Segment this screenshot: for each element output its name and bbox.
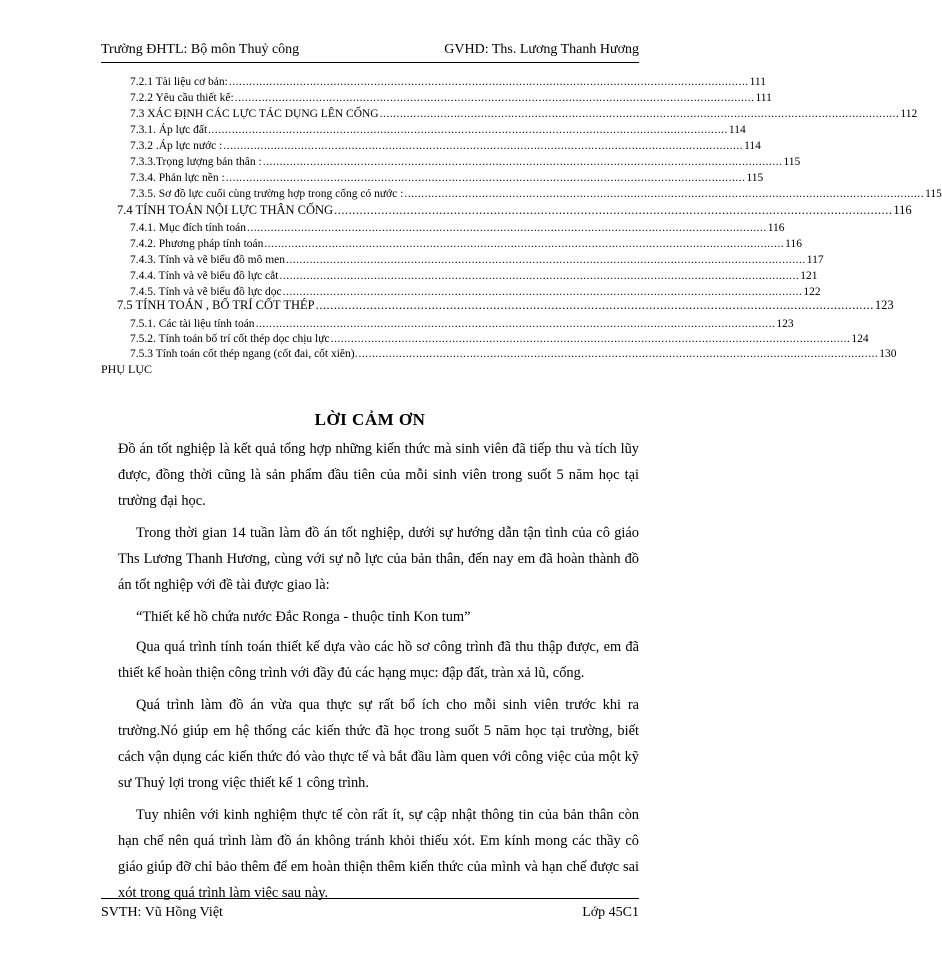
toc-entry[interactable]: 7.4.2. Phương pháp tính toán .......................................................................................................................................................... 116 [130,238,802,250]
acknowledgement-body [118,432,639,906]
footer-student: SVTH: Vũ Hồng Việt [101,905,223,920]
header-rule [101,62,639,63]
paragraph: Quá trình làm đồ án vừa qua thực sự rất bổ ích cho mỗi sinh viên trước khi ra trường.Nó giúp em hệ thống các kiến thức đã học trong suốt 5 năm học tại trường, biết cách vận dụng các kiến thức đó vào thực tế và bắt đầu làm quen với công việc của một kỹ sư Thuỷ lợi trong việc thiết kế 1 công trình. [118,697,639,791]
toc-entry[interactable]: 7.3.2 .Áp lực nước : .......................................................................................................................................................... 114 [130,140,761,152]
toc-entry[interactable]: 7.2.2 Yêu cầu thiết kế: .......................................................................................................................................................... 111 [130,92,772,104]
toc-entry[interactable]: 7.4.5. Tính và vẽ biểu đồ lực dọc .......................................................................................................................................................... 122 [130,286,821,298]
toc-entry[interactable]: 7.5.1. Các tài liệu tính toán .......................................................................................................................................................... 123 [130,318,794,330]
toc-entry[interactable]: 7.3.4. Phản lực nền : .......................................................................................................................................................... 115 [130,172,764,184]
toc-entry[interactable]: 7.5.2. Tính toán bố trí cốt thép dọc chịu lực .......................................................................................................................................................... 124 [130,333,869,345]
toc-appendix[interactable]: PHỤ LỤC [101,362,153,376]
header-advisor: GVHD: Ths. Lương Thanh Hương [444,42,639,57]
toc-entry[interactable]: 7.4.4. Tính và vẽ biểu đồ lực cắt .......................................................................................................................................................... 121 [130,270,818,282]
toc-entry[interactable]: 7.4.1. Mục đích tính toán .......................................................................................................................................................... 116 [130,222,785,234]
paragraph: Đồ án tốt nghiệp là kết quả tổng hợp những kiến thức mà sinh viên đã tiếp thu và tích lũy được, đồng thời cũng là sản phẩm đầu tiên của mỗi sinh viên trong suốt 5 năm học tại trường đại học. [118,441,639,509]
page-header [101,42,639,60]
toc-section-entry[interactable]: 7.4 TÍNH TOÁN NỘI LỰC THÂN CỐNG .......................................................................................................................................................... 116 [117,203,912,217]
toc-entry[interactable]: 7.3 XÁC ĐỊNH CÁC LỰC TÁC DỤNG LÊN CỐNG .......................................................................................................................................................... 112 [130,108,918,120]
paragraph: Trong thời gian 14 tuần làm đồ án tốt nghiệp, dưới sự hướng dẫn tận tình của cô giáo Ths Lương Thanh Hương, cùng với sự nỗ lực của bản thân, đến nay em đã hoàn thành đồ án tốt nghiệp với đề tài được giao là: [118,525,639,593]
project-title-quote: “Thiết kế hồ chứa nước Đắc Ronga - thuộc tỉnh Kon tum” [136,609,471,625]
page-title: LỜI CẢM ƠN [314,410,426,429]
header-school: Trường ĐHTL: Bộ môn Thuỷ công [101,42,300,57]
paragraph: Qua quá trình tính toán thiết kế dựa vào các hồ sơ công trình đã thu thập được, em đã thiết kế hoàn thiện công trình với đầy đủ các hạng mục: đập đất, tràn xả lũ, cống. [118,639,639,681]
toc-section-entry[interactable]: 7.5 TÍNH TOÁN , BỐ TRÍ CỐT THÉP .......................................................................................................................................................... 123 [117,298,894,312]
toc-entry[interactable]: 7.4.3. Tính và vẽ biểu đồ mô men .......................................................................................................................................................... 117 [130,254,824,266]
paragraph: Tuy nhiên với kinh nghiệm thực tế còn rất ít, sự cập nhật thông tin của bản thân còn hạn chế nên quá trình làm đồ án không tránh khỏi thiếu xót. Em kính mong các thầy cô giáo giúp đỡ chỉ bảo thêm để em hoàn thiện thêm kiến thức của mình và hạn chế được sai xót trong quá trình làm việc sau này. [118,807,639,901]
footer-class: Lớp 45C1 [582,905,639,920]
toc-entry[interactable]: 7.3.3.Trọng lượng bản thân : .......................................................................................................................................................... 115 [130,156,801,168]
toc-entry[interactable]: 7.3.1. Áp lực đất .......................................................................................................................................................... 114 [130,124,746,136]
toc-entry[interactable]: 7.5.3 Tính toán cốt thép ngang (cốt đai, cốt xiên). .......................................................................................................................................................... 130 [130,348,897,360]
footer-rule [101,898,639,899]
toc-entry[interactable]: 7.3.5. Sơ đồ lực cuối cùng trường hợp trong cống có nước : .......................................................................................................................................................... 115 [130,188,942,200]
toc-entry[interactable]: 7.2.1 Tài liệu cơ bản: .......................................................................................................................................................... 111 [130,76,767,88]
